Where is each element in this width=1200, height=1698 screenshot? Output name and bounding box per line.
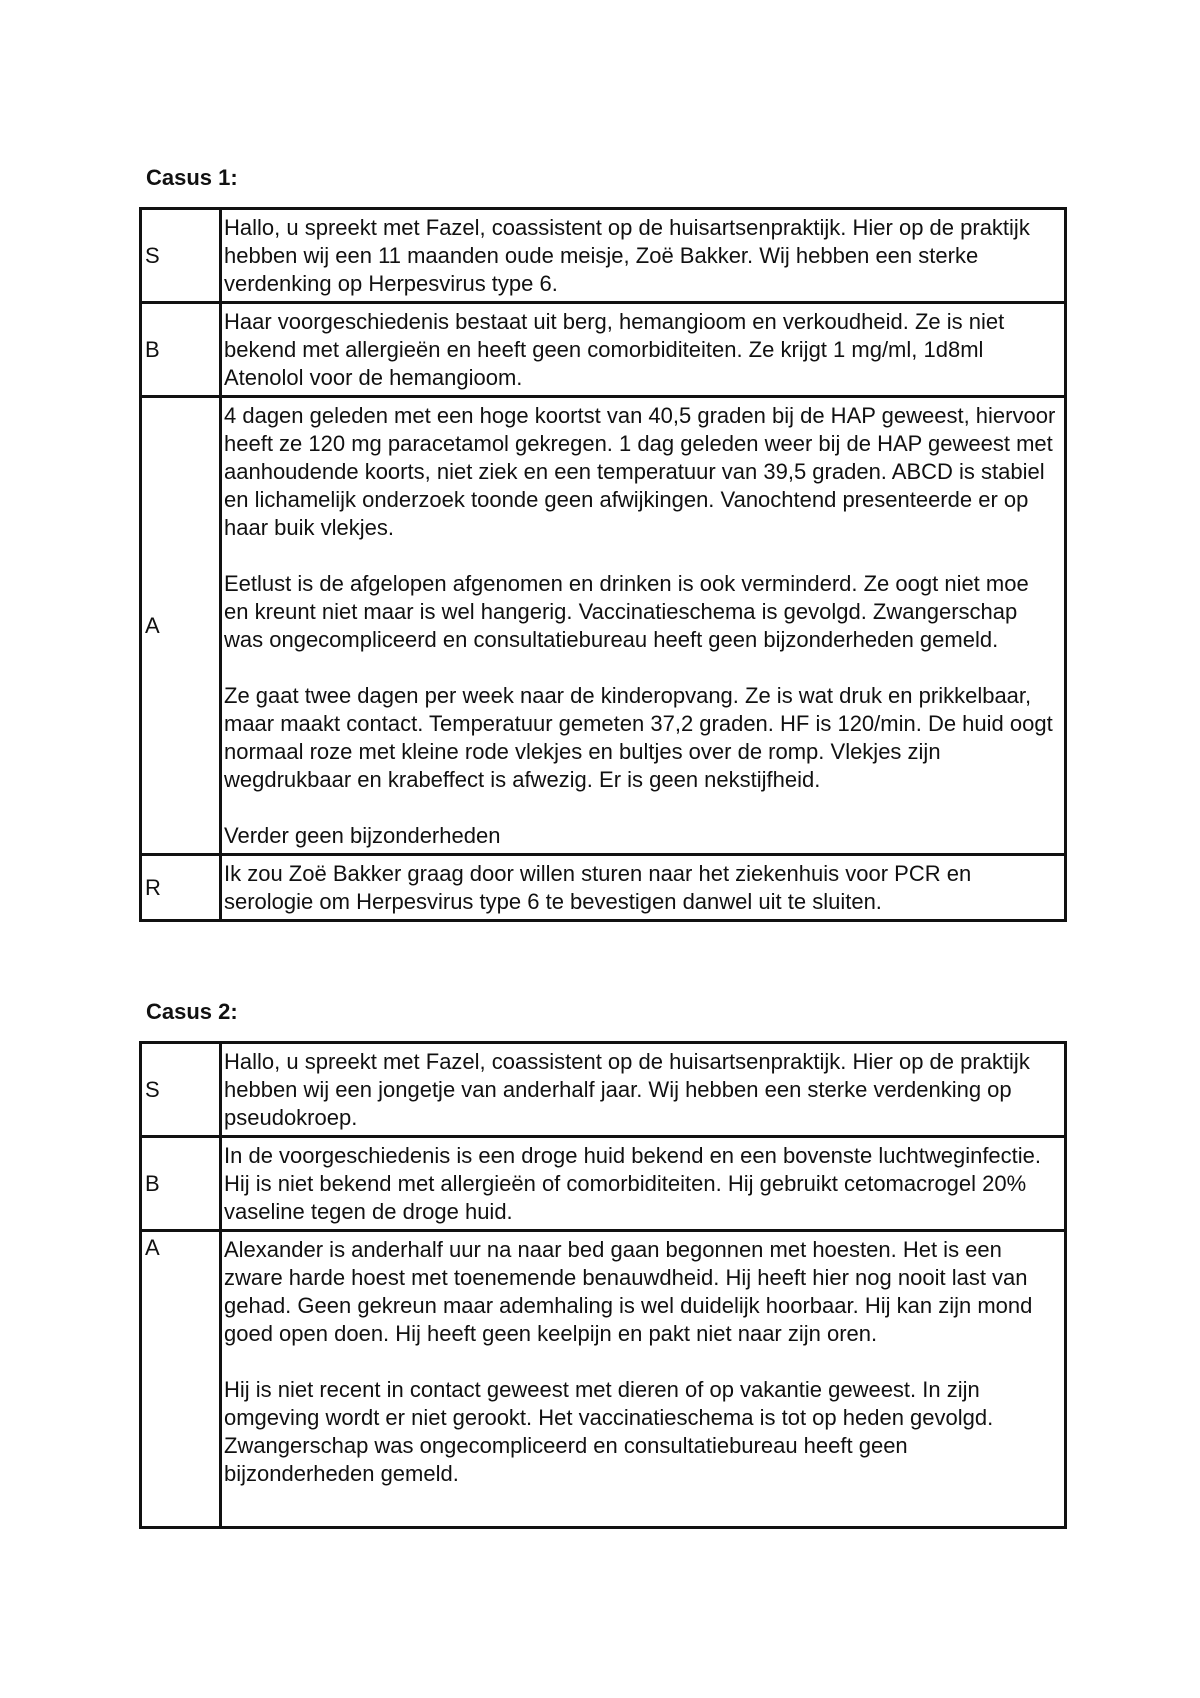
sbar-label: S bbox=[141, 1043, 221, 1137]
sbar-paragraph: Ze gaat twee dagen per week naar de kinderopvang. Ze is wat druk en prikkelbaar, maar maakt contact. Temperatuur gemeten 37,2 graden. HF is 120/min. De huid oogt normaal roze met kleine rode vlekjes en bultjes over de romp. Vlekjes zijn wegdrukbaar en krabeffect is afwezig. Er is geen nekstijfheid. bbox=[224, 683, 1053, 792]
sbar-row-s bbox=[141, 209, 1066, 303]
sbar-paragraph: Ik zou Zoë Bakker graag door willen sturen naar het ziekenhuis voor PCR en serologie om Herpesvirus type 6 te bevestigen danwel uit te sluiten. bbox=[224, 861, 972, 914]
sbar-paragraph: In de voorgeschiedenis is een droge huid bekend en een bovenste luchtweginfectie. Hij is niet bekend met allergieën of comorbiditeiten. Hij gebruikt cetomacrogel 20% vaseline tegen de droge huid. bbox=[224, 1143, 1042, 1224]
sbar-text bbox=[221, 1231, 1066, 1528]
sbar-row-a bbox=[141, 1231, 1066, 1528]
sbar-paragraph: Alexander is anderhalf uur na naar bed gaan begonnen met hoesten. Het is een zware harde hoest met toenemende benauwdheid. Hij heeft hier nog nooit last van gehad. Geen gekreun maar ademhaling is wel duidelijk hoorbaar. Hij kan zijn mond goed open doen. Hij heeft geen keelpijn en pakt niet naar zijn oren. bbox=[224, 1237, 1033, 1346]
sbar-paragraph: Hallo, u spreekt met Fazel, coassistent op de huisartsenpraktijk. Hier op de praktijk hebben wij een jongetje van anderhalf jaar. Wij hebben een sterke verdenking op pseudokroep. bbox=[224, 1049, 1030, 1130]
sbar-paragraph: 4 dagen geleden met een hoge koortst van 40,5 graden bij de HAP geweest, hiervoor heeft ze 120 mg paracetamol gekregen. 1 dag geleden weer bij de HAP geweest met aanhoudende koorts, niet ziek en een temperatuur van 39,5 graden. ABCD is stabiel en lichamelijk onderzoek toonde geen afwijkingen. Vanochtend presenteerde er op haar buik vlekjes. bbox=[224, 403, 1056, 540]
sbar-text bbox=[221, 397, 1066, 855]
sbar-paragraph: Hallo, u spreekt met Fazel, coassistent op de huisartsenpraktijk. Hier op de praktijk hebben wij een 11 maanden oude meisje, Zoë Bakker. Wij hebben een sterke verdenking op Herpesvirus type 6. bbox=[224, 215, 1030, 296]
sbar-label: A bbox=[141, 397, 221, 855]
sbar-label: S bbox=[141, 209, 221, 303]
sbar-label: B bbox=[141, 303, 221, 397]
casus-1-heading: Casus 1: bbox=[146, 165, 238, 190]
sbar-text bbox=[221, 303, 1066, 397]
sbar-label: A bbox=[141, 1231, 221, 1528]
sbar-label: B bbox=[141, 1137, 221, 1231]
casus-2-heading: Casus 2: bbox=[146, 999, 238, 1024]
casus-2-sbar-table bbox=[139, 1041, 1067, 1529]
casus-1-sbar-table bbox=[139, 207, 1067, 922]
sbar-row-r bbox=[141, 855, 1066, 921]
sbar-paragraph: Eetlust is de afgelopen afgenomen en drinken is ook verminderd. Ze oogt niet moe en kreunt niet maar is wel hangerig. Vaccinatieschema is gevolgd. Zwangerschap was ongecompliceerd en consultatiebureau heeft geen bijzonderheden gemeld. bbox=[224, 571, 1029, 652]
sbar-row-b bbox=[141, 1137, 1066, 1231]
sbar-text bbox=[221, 209, 1066, 303]
sbar-row-s bbox=[141, 1043, 1066, 1137]
sbar-paragraph: Hij is niet recent in contact geweest met dieren of op vakantie geweest. In zijn omgeving wordt er niet gerookt. Het vaccinatieschema is tot op heden gevolgd. Zwangerschap was ongecompliceerd en consultatiebureau heeft geen bijzonderheden gemeld. bbox=[224, 1377, 994, 1486]
sbar-label: R bbox=[141, 855, 221, 921]
sbar-paragraph: Verder geen bijzonderheden bbox=[224, 823, 501, 848]
sbar-paragraph: Haar voorgeschiedenis bestaat uit berg, hemangioom en verkoudheid. Ze is niet bekend met allergieën en heeft geen comorbiditeiten. Ze krijgt 1 mg/ml, 1d8ml Atenolol voor de hemangioom. bbox=[224, 309, 1005, 390]
sbar-row-b bbox=[141, 303, 1066, 397]
sbar-text bbox=[221, 1137, 1066, 1231]
sbar-text bbox=[221, 855, 1066, 921]
sbar-row-a bbox=[141, 397, 1066, 855]
sbar-text bbox=[221, 1043, 1066, 1137]
